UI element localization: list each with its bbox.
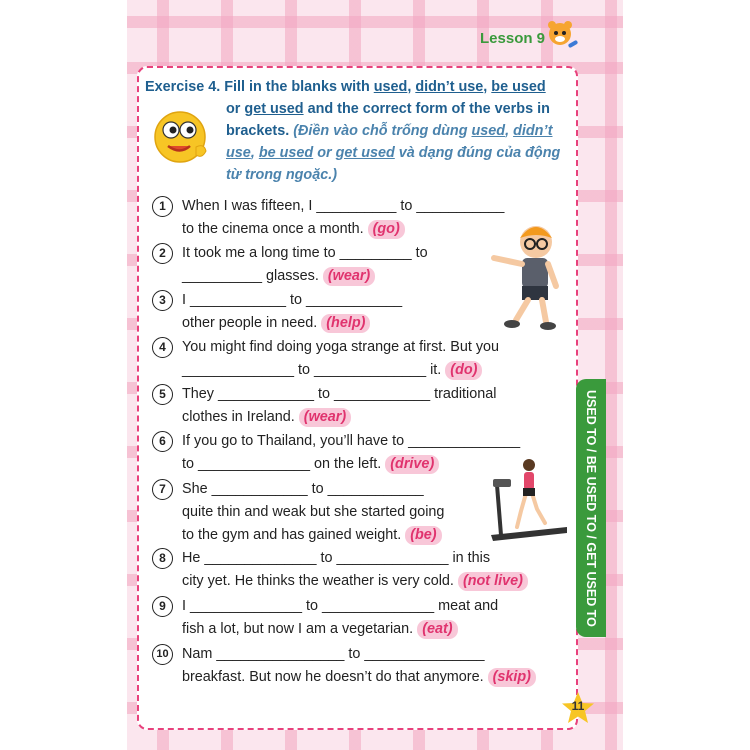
item-line: They ____________ to ____________ traditional: [182, 386, 497, 402]
item-line: I ____________ to ____________: [182, 292, 403, 308]
page-number: 11: [571, 699, 585, 713]
item-line: ______________ to ______________ it.: [182, 362, 442, 378]
item-number: 7: [152, 479, 173, 500]
verb-badge: (go): [368, 220, 405, 239]
verb-badge: (skip): [488, 668, 536, 687]
item-line: to the gym and has gained weight.: [182, 527, 402, 543]
verb-badge: (not live): [458, 572, 528, 591]
tiger-mascot-icon: [546, 20, 580, 52]
item-number: 1: [152, 196, 173, 217]
item-line: I ______________ to ______________ meat and: [182, 598, 499, 614]
exercise-label: Exercise 4.: [145, 79, 221, 95]
vi-instruction-2: và dạng đúng của động: [398, 145, 561, 161]
option-used: used: [373, 79, 408, 95]
vi-or: or: [317, 145, 332, 161]
vi-option-use: use: [226, 145, 251, 161]
lesson-title: Lesson 9: [480, 30, 546, 47]
vietnamese-instruction: (Điền vào chỗ trống dùng: [293, 123, 468, 139]
exercise-heading: Exercise 4. Fill in the blanks with used, didn’t use, be used or get used and the correct form of the verbs in brackets. (Điền vào chỗ trống dùng used, didn’t use, be used or get used và dạng đúng của động từ trong ngoặc.): [145, 79, 561, 183]
verb-badge: (wear): [299, 408, 351, 427]
item-line: You might find doing yoga strange at first. But you: [182, 339, 500, 355]
option-get-used: get used: [244, 101, 304, 117]
item-line: fish a lot, but now I am a vegetarian.: [182, 621, 414, 637]
vi-option-didnt: didn’t: [513, 123, 553, 139]
item-number: 10: [152, 644, 173, 665]
instruction-text: Fill in the blanks with: [224, 79, 370, 95]
treadmill-runner-illustration: [487, 457, 569, 543]
vi-option-be-used: be used: [258, 145, 314, 161]
instruction-text-2: and the correct form of the verbs in: [307, 101, 550, 117]
vi-option-get-used: get used: [335, 145, 395, 161]
verb-badge: (do): [445, 361, 482, 380]
item-number: 9: [152, 596, 173, 617]
item-number: 3: [152, 290, 173, 311]
option-didnt-use: didn’t use: [415, 79, 484, 95]
item-line: If you go to Thailand, you’ll have to ______________: [182, 433, 521, 449]
item-line: __________ glasses.: [182, 268, 319, 284]
item-line: quite thin and weak but she started going: [182, 504, 445, 520]
boy-illustration: [486, 222, 568, 334]
item-number: 4: [152, 337, 173, 358]
item-number: 2: [152, 243, 173, 264]
vi-instruction-3: từ trong ngoặc.): [226, 167, 337, 183]
item-line: clothes in Ireland.: [182, 409, 295, 425]
instruction-or: or: [226, 101, 241, 117]
item-line: to ______________ on the left.: [182, 456, 382, 472]
option-be-used: be used: [491, 79, 546, 95]
item-line: breakfast. But now he doesn’t do that anymore.: [182, 669, 484, 685]
item-line: It took me a long time to _________ to: [182, 245, 428, 261]
item-line: When I was fifteen, I __________ to ___________: [182, 198, 505, 214]
item-number: 8: [152, 548, 173, 569]
item-line: She ____________ to ____________: [182, 481, 424, 497]
verb-badge: (be): [405, 526, 441, 545]
vi-option-used: used: [471, 123, 506, 139]
verb-badge: (wear): [323, 267, 375, 286]
section-tab-label: USED TO / BE USED TO / GET USED TO: [584, 389, 598, 627]
instruction-text-3: brackets.: [226, 123, 290, 139]
item-line: Nam ________________ to _______________: [182, 646, 485, 662]
item-line: other people in need.: [182, 315, 318, 331]
item-line: He ______________ to ______________ in this: [182, 550, 491, 566]
item-line: to the cinema once a month.: [182, 221, 364, 237]
verb-badge: (help): [321, 314, 370, 333]
thinking-emoji-icon: [152, 109, 212, 165]
item-number: 6: [152, 431, 173, 452]
verb-badge: (eat): [417, 620, 457, 639]
verb-badge: (drive): [385, 455, 439, 474]
item-number: 5: [152, 384, 173, 405]
item-line: city yet. He thinks the weather is very cold.: [182, 573, 454, 589]
